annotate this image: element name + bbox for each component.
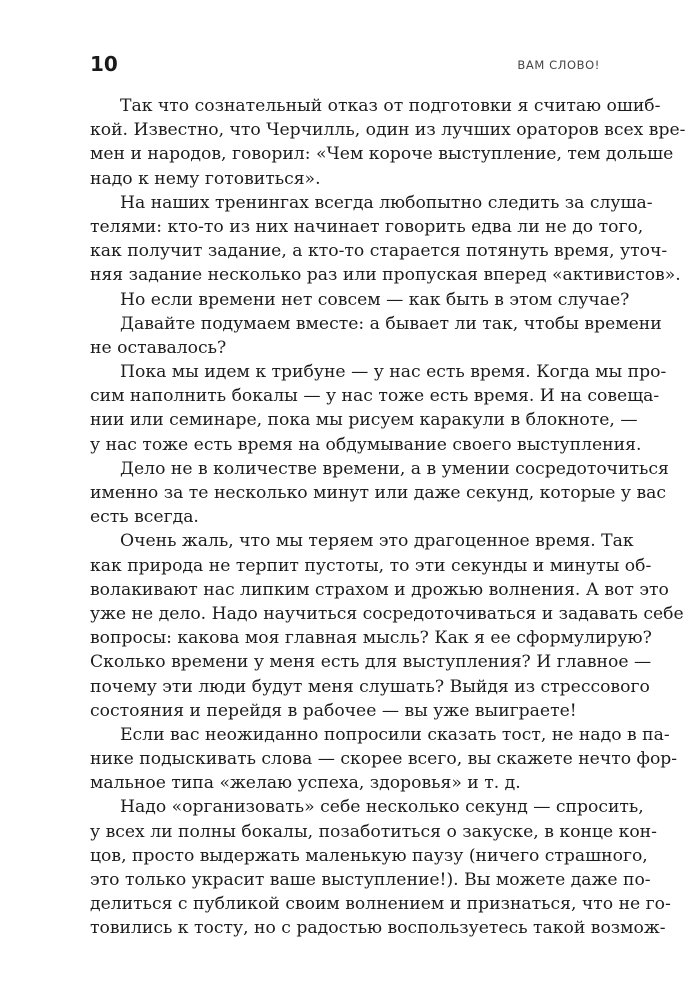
text-line: кой. Известно, что Черчилль, один из лучших ораторов всех вре- [90, 120, 685, 141]
text-line: именно за те несколько минут или даже секунд, которые у вас [90, 483, 667, 503]
text-line: как природа не терпит пустоты, то эти секунды и минуты об- [90, 555, 652, 576]
paragraph [90, 529, 684, 723]
text-line: мен и народов, говорил: «Чем короче выступление, тем дольше [90, 144, 674, 165]
text-line: няя задание несколько раз или пропуская вперед «активистов». [90, 265, 681, 286]
text-line: волакивают нас липким страхом и дрожью волнения. А вот это [90, 579, 669, 600]
text-line: мальное типа «желаю успеха, здоровья» и т. д. [90, 773, 521, 794]
text-line: Но если времени нет совсем — как быть в этом случае? [120, 289, 630, 310]
text-line: Пока мы идем к трибуне — у нас есть время. Когда мы про- [120, 362, 667, 383]
paragraph [90, 457, 669, 530]
text-line: Дело не в количестве времени, а в умении сосредоточиться [120, 458, 669, 479]
text-line: уже не дело. Надо научиться сосредоточиваться и задавать себе [90, 603, 684, 624]
running-head: ВАМ СЛОВО! [517, 58, 600, 72]
text-line: На наших тренингах всегда любопытно следить за слуша- [120, 192, 653, 213]
text-line: Так что сознательный отказ от подготовки я считаю ошиб- [120, 96, 661, 116]
text-line: Если вас неожиданно попросили сказать тост, не надо в па- [120, 724, 670, 745]
page-number: 10 [90, 52, 118, 76]
text-line: как получит задание, а кто-то старается потянуть время, уточ- [90, 241, 668, 262]
text-line: не оставалось? [90, 337, 227, 358]
paragraph [90, 360, 667, 457]
text-line: вопросы: какова моя главная мысль? Как я ее сформулирую? [90, 628, 652, 649]
page-header [90, 52, 600, 82]
text-line: есть всегда. [90, 507, 199, 528]
paragraph [90, 94, 685, 191]
text-line: цов, просто выдержать маленькую паузу (ничего страшного, [90, 845, 648, 866]
text-line: Очень жаль, что мы теряем это драгоценное время. Так [120, 531, 634, 552]
text-line: сим наполнить бокалы — у нас тоже есть время. И на совеща- [90, 386, 660, 407]
text-line: Сколько времени у меня есть для выступления? И главное — [90, 652, 652, 673]
text-line: Давайте подумаем вместе: а бывает ли так, чтобы времени [120, 313, 662, 334]
paragraph [90, 723, 678, 796]
text-line: нике подыскивать слова — скорее всего, вы скажете нечто фор- [90, 749, 678, 770]
text-line: Надо «организовать» себе несколько секунд — спросить, [120, 797, 644, 818]
paragraph [90, 288, 630, 312]
paragraph [90, 312, 662, 360]
paragraph [90, 795, 671, 940]
text-line: у всех ли полны бокалы, позаботиться о закуске, в конце кон- [90, 821, 657, 842]
text-line: товились к тосту, но с радостью воспользуетесь такой возмож- [90, 918, 666, 939]
text-line: почему эти люди будут меня слушать? Выйдя из стрессового [90, 676, 650, 697]
body-text [90, 94, 685, 941]
text-line: нии или семинаре, пока мы рисуем каракули в блокноте, — [90, 410, 638, 431]
text-line: у нас тоже есть время на обдумывание своего выступления. [90, 434, 642, 455]
paragraph [90, 191, 681, 288]
text-line: надо к нему готовиться». [90, 168, 321, 189]
text-line: это только украсит ваше выступление!). Вы можете даже по- [90, 870, 651, 890]
text-line: состояния и перейдя в рабочее — вы уже выиграете! [90, 700, 577, 721]
text-line: телями: кто-то из них начинает говорить едва ли не до того, [90, 216, 644, 237]
text-line: делиться с публикой своим волнением и признаться, что не го- [90, 894, 671, 915]
